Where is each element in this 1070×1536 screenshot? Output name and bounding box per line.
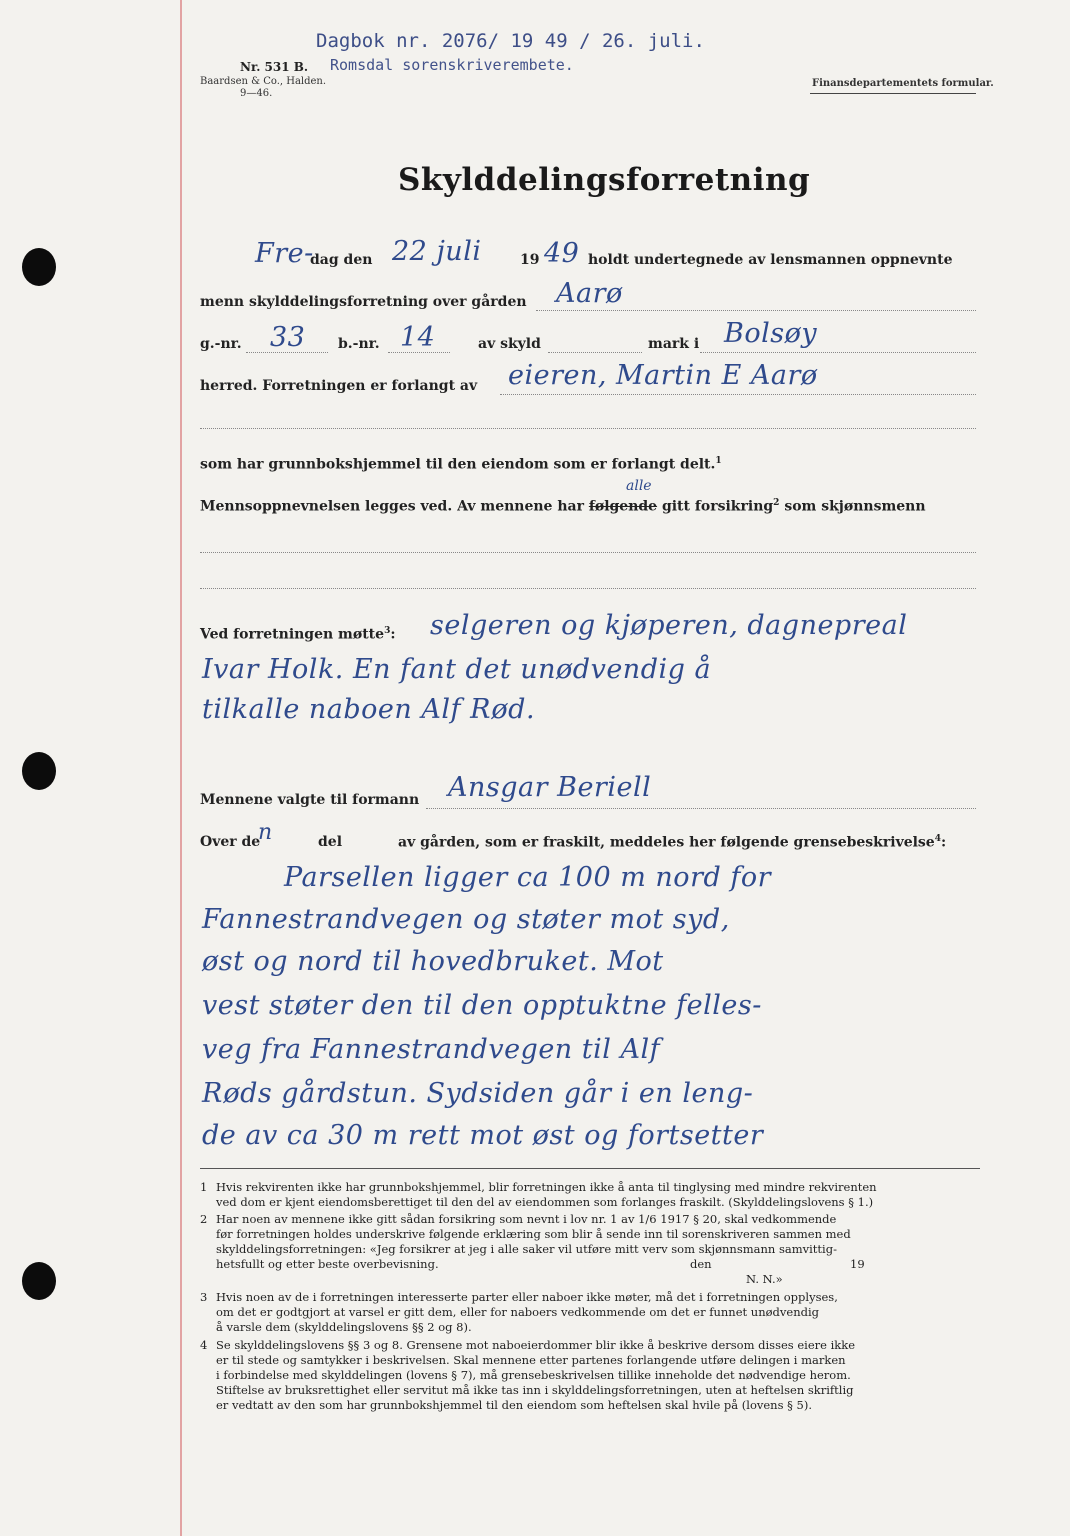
blank-dotted-line-3 bbox=[200, 588, 976, 589]
footnote-2-year: 19 bbox=[850, 1257, 865, 1271]
document-title: Skylddelingsforretning bbox=[398, 162, 811, 198]
formann-dotted-line bbox=[426, 808, 976, 809]
form-source-underline bbox=[810, 93, 976, 94]
gnr-handwritten: 33 bbox=[270, 322, 306, 353]
grunnbok-label: som har grunnbokshjemmel til den eiendom som er forlangt delt.$^1$ bbox=[200, 456, 722, 473]
printer-date: 9—46. bbox=[240, 88, 273, 99]
footnote-4: 4 Se skylddelingslovens §§ 3 og 8. Grensene mot naboeierdommer blir ikke å beskrive dersom disses eiere ikke er til stede og samtykker i beskrivelsen. Skal mennene etter partenes forlangende utføre delingen i marken i forbindelse med skylddelingen (lovens § 7), må grensebeskrivelsen tillike inneholde det nødvendige herom. Stiftelse av bruksrettighet eller servitut må ikke tas inn i skylddelingsforretningen, uten at heftelsen skriftlig er vedtatt av den som har grunnbokshjemmel til den eiendom som heftelsen skal hvile på (lovens § 5). bbox=[200, 1338, 856, 1412]
mote-label: Ved forretningen møtte$^3$: bbox=[200, 626, 396, 643]
year-handwritten: 49 bbox=[544, 238, 580, 269]
boundary-line-2: Fannestrandvegen og støter mot syd, bbox=[202, 904, 730, 935]
footnote-2-signature: N. N.» bbox=[746, 1272, 783, 1286]
over-de-label: Over de bbox=[200, 834, 261, 850]
blank-dotted-line-2 bbox=[200, 552, 976, 553]
attendees-line-3: tilkalle naboen Alf Rød. bbox=[202, 694, 536, 725]
footnote-rule bbox=[200, 1168, 980, 1169]
mark-label: mark i bbox=[648, 336, 700, 352]
footnote-3: 3 Hvis noen av de i forretningen interesserte parter eller naboer ikke møter, må det i forretningen opplyses, om det er godtgjort at varsel er gitt dem, eller for naboers vedkommende om det er funnet unødvendig å varsle dem (skylddelingslovens §§ 2 og 8). bbox=[200, 1290, 838, 1334]
herred-handwritten: Bolsøy bbox=[724, 318, 818, 349]
footnote-1: 1 Hvis rekvirenten ikke har grunnbokshjemmel, blir forretningen ikke å anta til tinglysing med mindre rekvirenten ved dom er kjent eiendomsberettiget til den del av eiendommen som forlanges fraskilt. (Skylddelingslovens § 1.) bbox=[200, 1180, 877, 1209]
struck-word: følgende bbox=[588, 498, 658, 515]
footnote-2: 2 Har noen av mennene ikke gitt sådan forsikring som nevnt i lov nr. 1 av 1/6 1917 § 20, skal vedkommende før forretningen holdes underskrive følgende erklæring som blir å sende inn til sorenskriveren sammen med skylddelingsforretningen: «Jeg forsikrer at jeg i alle saker vil utføre mitt verv som skjønnsmann samvittig- hetsfullt og etter beste overbevisning. bbox=[200, 1212, 851, 1271]
boundary-line-6: Røds gårdstun. Sydsiden går i en leng- bbox=[202, 1078, 754, 1109]
weekday-handwritten: Fre- bbox=[255, 238, 314, 269]
date-handwritten: 22 juli bbox=[392, 236, 482, 267]
grense-label: av gården, som er fraskilt, meddeles her følgende grensebeskrivelse$^4$: bbox=[398, 834, 947, 851]
margin-line bbox=[180, 0, 182, 1536]
punch-hole-middle bbox=[22, 752, 56, 790]
menns-label: Mennsoppnevnelsen legges ved. Av mennene har følgende gitt forsikring$^2$ som skjønnsmenn bbox=[200, 498, 926, 515]
dag-den-label: dag den bbox=[310, 252, 373, 268]
formann-handwritten: Ansgar Beriell bbox=[448, 772, 652, 803]
boundary-line-7: de av ca 30 m rett mot øst og fortsetter bbox=[202, 1120, 764, 1151]
holdt-label: holdt undertegnede av lensmannen oppnevnte bbox=[588, 252, 953, 268]
over-de-handwritten: n bbox=[258, 820, 273, 845]
menn-label: menn skylddelingsforretning over gården bbox=[200, 294, 527, 310]
boundary-line-5: veg fra Fannestrandvegen til Alf bbox=[202, 1034, 661, 1065]
attendees-line-1: selgeren og kjøperen, dagnepreal bbox=[430, 610, 908, 641]
dagbok-stamp: Dagbok nr. 2076/ 19 49 / 26. juli. bbox=[316, 30, 705, 52]
year-prefix: 19 bbox=[520, 252, 540, 268]
herred-dotted-line bbox=[700, 352, 976, 353]
form-source: Finansdepartementets formular. bbox=[812, 78, 994, 89]
inserted-word-handwritten: alle bbox=[626, 478, 652, 494]
skyld-dotted-line bbox=[548, 352, 642, 353]
del-label: del bbox=[318, 834, 343, 850]
form-number: Nr. 531 B. bbox=[240, 60, 309, 74]
bnr-handwritten: 14 bbox=[400, 322, 436, 353]
requester-dotted-line bbox=[500, 394, 976, 395]
gnr-label: g.-nr. bbox=[200, 336, 242, 352]
boundary-line-4: vest støter den til den opptuktne felles- bbox=[202, 990, 762, 1021]
bnr-label: b.-nr. bbox=[338, 336, 380, 352]
farm-handwritten: Aarø bbox=[556, 278, 623, 309]
printer-name: Baardsen & Co., Halden. bbox=[200, 76, 327, 87]
punch-hole-top bbox=[22, 248, 56, 286]
boundary-line-3: øst og nord til hovedbruket. Mot bbox=[202, 946, 664, 977]
forlangt-label: herred. Forretningen er forlangt av bbox=[200, 378, 478, 394]
blank-dotted-line-1 bbox=[200, 428, 976, 429]
footnote-2-den: den bbox=[690, 1257, 712, 1271]
attendees-line-2: Ivar Holk. En fant det unødvendig å bbox=[202, 654, 712, 685]
punch-hole-bottom bbox=[22, 1262, 56, 1300]
office-stamp: Romsdal sorenskriverembete. bbox=[330, 56, 574, 74]
formann-label: Mennene valgte til formann bbox=[200, 792, 420, 808]
boundary-line-1: Parsellen ligger ca 100 m nord for bbox=[284, 862, 771, 893]
requester-handwritten: eieren, Martin E Aarø bbox=[508, 360, 818, 391]
farm-dotted-line bbox=[536, 310, 976, 311]
skyld-label: av skyld bbox=[478, 336, 541, 352]
